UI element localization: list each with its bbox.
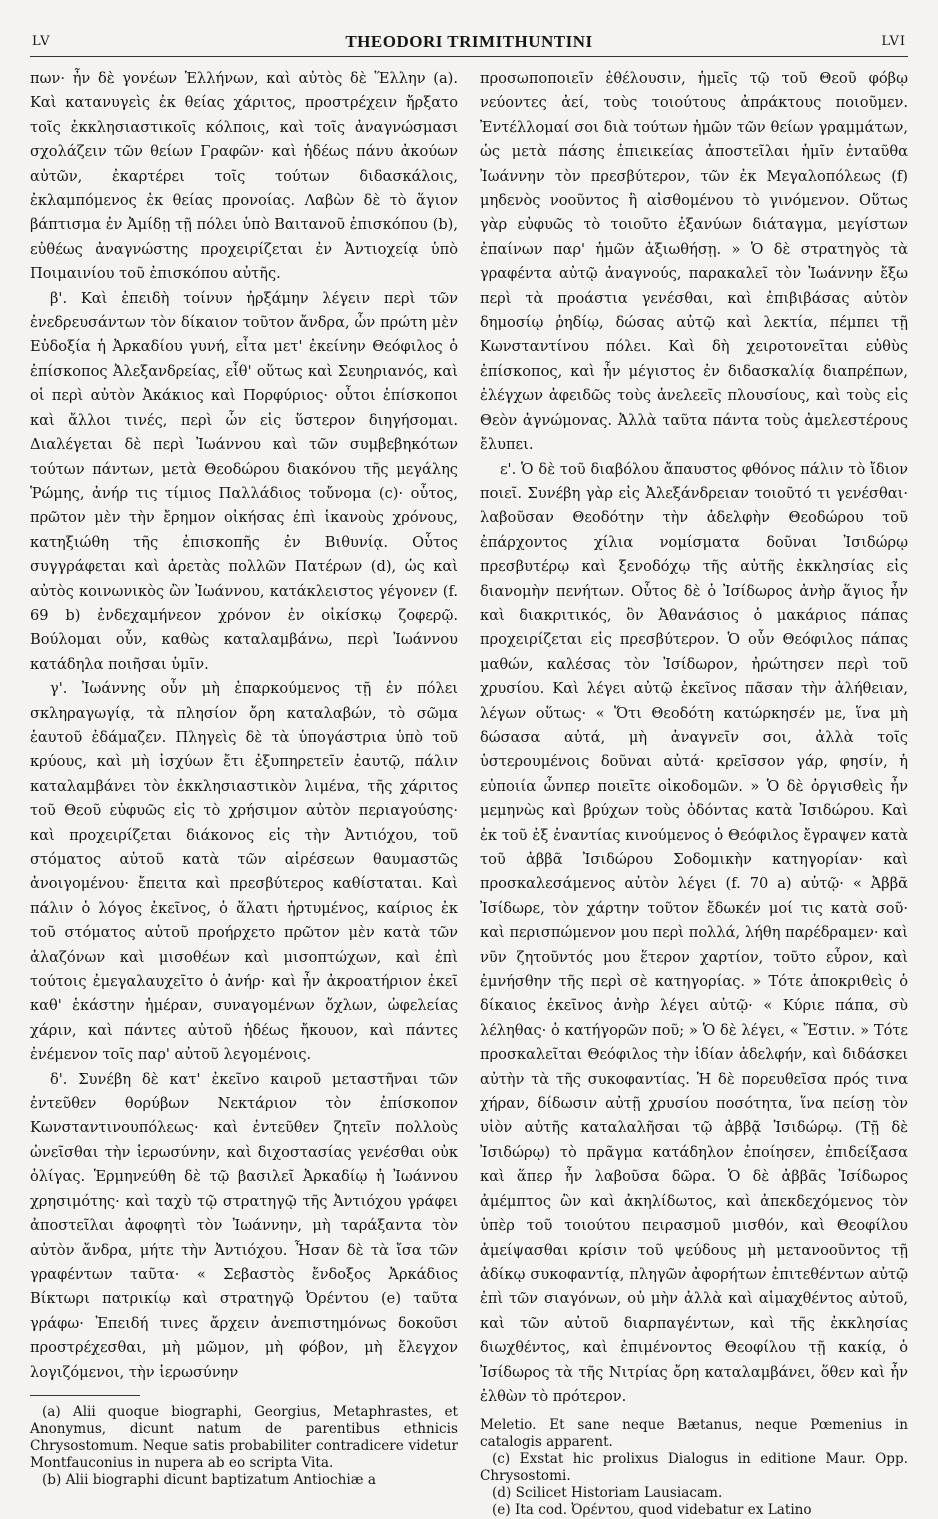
running-title: THEODORI TRIMITHUNTINI (345, 32, 593, 51)
footnote-b: (b) Alii biographi dicunt baptizatum Antiochiæ a (42, 1471, 376, 1488)
footnote-rule (30, 1395, 140, 1396)
left-page-number: LV (32, 34, 51, 49)
left-paragraph-4: δ'. Συνέβη δὲ κατ' ἐκεῖνο καιροῦ μεταστῆναι τῶν ἐντεῦθεν θορύβων Νεκτάριον τὸν ἐπίσκοπον Κωνσταντινουπόλεως· καὶ ἐντεῦθεν ζητεῖν πολλοὺς ὠνεῖσθαι τὴν ἱερωσύνην, καὶ διχοστασίας γενέσθαι οὐκ ὀλίγας. Ἑρμηνεύθη δὲ τῷ βασιλεῖ Ἀρκαδίῳ ἡ Ἰωάννου χρησιμότης· καὶ ταχὺ τῷ στρατηγῷ τῆς Ἀντιόχου γράφει ἀποστεῖλαι ἀφοφητὶ τὸν Ἰωάννην, μὴ ταράξαντα τὸν αὐτὸν ἄνδρα, μήτε τὴν Ἀντιόχου. Ἦσαν δὲ τὰ ἴσα τῶν γραφέντων ταῦτα· « Σεβαστὸς ἔνδοξος Ἀρκάδιος Βίκτωρι πατρικίῳ καὶ στρατηγῷ Ὀρέντου (e) ταῦτα γράφω· Ἐπειδή τινες ἄρχειν ἀνεπιστημόνως δοκοῦσι προστρέχεσθαι, μὴ μῶμον, μὴ φόβον, μὴ ἔλεγχον λογιζόμενοι, τὴν ἱερωσύνην (30, 1070, 458, 1381)
right-paragraph-1: προσωποποιεῖν ἐθέλουσιν, ἡμεῖς τῷ τοῦ Θεοῦ φόβῳ νεύοντες ἀεί, τοὺς τοιούτους ἀπράκτους ποιοῦμεν. Ἐντέλλομαί σοι διὰ τούτων ἡμῶν τῶν θείων γραμμάτων, ὡς μετὰ πάσης ἐπιεικείας ἀποστεῖλαι ἡμῖν ἐνταῦθα Ἰωάννην τὸν πρεσβύτερον, τῶν ἐκ Μεγαλοπόλεως (f) μηδενὸς νοοῦντος ἢ αἰσθομένου τὸ γινόμενον. Οὕτως γὰρ εὐφυῶς τὸ τοιοῦτο ἐξανύων διάταγμα, μεγίστων ἐπαίνων παρ' ἡμῶν ἀξιωθήσῃ. » Ὁ δὲ στρατηγὸς τὰ γραφέντα αὐτῷ ἀναγνούς, παρακαλεῖ τὸν Ἰωάννην ἔξω περὶ τὰ προάστια γενέσθαι, καὶ ἐπιβιβάσας αὐτὸν δημοσίῳ ῥηδίῳ, δώσας αὐτῷ καὶ λεκτία, πέμπει τῇ Κωνσταντίνου πόλει. Καὶ δὴ χειροτονεῖται εὐθὺς ἐπίσκοπος, καὶ ἦν μέγιστος ἐν διδασκαλίᾳ διαπρέπων, ἐλέγχων ἀφειδῶς τοὺς ἀνελεεῖς πλουσίους, καὶ τοὺς εἰς Θεὸν ἀγνώμονας. Ἀλλὰ ταῦτα πάντα τοὺς ἀμελεστέρους ἔλυπει. (480, 70, 908, 454)
footnote-b-continued: Meletio. Et sane neque Bætanus, neque Pœmenius in catalogis apparent. (480, 1417, 908, 1451)
footnote-c: (c) Exstat hic prolixus Dialogus in editione Maur. Opp. Chrysostomi. (480, 1451, 908, 1485)
footnote-gap (480, 1409, 908, 1417)
two-column-body (30, 67, 908, 1519)
footnote-a: (a) Alii quoque biographi, Georgius, Metaphrastes, et Anonymus, dicunt natum de parentibus ethnicis Chrysostomum. Neque satis probabiliter contradicere videtur Montfauconius in nupera ab eo scripta Vita. (30, 1403, 458, 1471)
left-paragraph-2: β'. Καὶ ἐπειδὴ τοίνυν ἠρξάμην λέγειν περὶ τῶν ἐνεδρευσάντων τὸν δίκαιον τοῦτον ἄνδρα, ὧν πρώτη μὲν Εὐδοξία ἡ Ἀρκαδίου γυνή, εἶτα μετ' ἐκείνην Θεόφιλος ὁ ἐπίσκοπος Ἀλεξανδρείας, εἶθ' οὕτως καὶ Σευηριανός, καὶ οἱ περὶ αὐτὸν Ἀκάκιος καὶ Πορφύριος· οὗτοι ἐπίσκοποι καὶ ἄλλοι τινές, περὶ ὧν εἰς ὕστερον διηγήσομαι. Διαλέγεται δὲ περὶ Ἰωάννου καὶ τῶν συμβεβηκότων τούτων πάντων, μετὰ Θεοδώρου διακόνου τῆς μεγάλης Ῥώμης, ἀνήρ τις τίμιος Παλλάδιος τοὔνομα (c)· οὗτος, πρῶτον μὲν τὴν ἔρημον οἰκήσας ἐπὶ ἱκανοὺς χρόνους, κατηξιώθη τῆς ἐπισκοπῆς ἐν Βιθυνίᾳ. Οὗτος συγγράφεται καὶ ἀρετὰς πολλῶν Πατέρων (d), ὡς καὶ αὐτὸς κοινωνικὸς ὢν Ἰωάννου, κατάκλειστος γέγονεν (f. 69 b) ἐνδεχαμήνεον χρόνον ἐν οἰκίσκῳ ζοφερῷ. Βούλομαι οὖν, καθὼς καταλαμβάνω, περὶ Ἰωάννου κατάδηλα ποιῆσαι ὑμῖν. (30, 289, 458, 673)
footnote-d: (d) Scilicet Historiam Lausiacam. (492, 1485, 723, 1502)
right-page-number: LVI (881, 34, 906, 49)
left-paragraph-1: πων· ἦν δὲ γονέων Ἑλλήνων, καὶ αὐτὸς δὲ Ἕλλην (a). Καὶ κατανυγεὶς ἐκ θείας χάριτος, προστρέχειν ἤρξατο τοῖς ἐκκλησιαστικοῖς κόλποις, καὶ τοῖς ἀναγνώσμασι σχολάζειν τῶν θείων Γραφῶν· καὶ ἡδέως πάνυ ἀκούων αὐτῶν, ἐκαρτέρει τοῖς τούτων διδασκάλοις, ἐκλαμπόμενος ἐκ θείας προνοίας. Λαβὼν δὲ τὸ ἅγιον βάπτισμα ἐν Ἀμίδῃ τῇ πόλει ὑπὸ Βαιτανοῦ ἐπισκόπου (b), εὐθέως ἀναγνώστης προχειρίζεται ἐν Ἀντιοχείᾳ ὑπὸ Ποιμαινίου τοῦ ἐπισκόπου αὐτῆς. (30, 70, 458, 283)
left-column (30, 67, 458, 1519)
running-header (30, 28, 908, 57)
right-column (480, 67, 908, 1519)
right-paragraph-2: ε'. Ὁ δὲ τοῦ διαβόλου ἄπαυστος φθόνος πάλιν τὸ ἴδιον ποιεῖ. Συνέβη γὰρ εἰς Ἀλεξάνδρειαν τοιοῦτό τι γενέσθαι· λαβοῦσαν Θεοδότην τὴν ἀδελφὴν Θεοδώρου τοῦ ἐπάρχοντος χίλια νομίσματα δοῦναι Ἰσιδώρῳ πρεσβυτέρῳ καὶ ξενοδόχῳ τῆς αὐτῆς ἐκκλησίας εἰς διανομὴν πενήτων. Οὗτος δὲ ὁ Ἰσίδωρος ἀνὴρ ἅγιος ἦν καὶ διακριτικός, ὃν Ἀθανάσιος ὁ μακάριος πάπας προχειρίζεται εἰς πρεσβύτερον. Ὁ οὖν Θεόφιλος πάπας μαθών, καλέσας τὸν Ἰσίδωρον, ἠρώτησεν περὶ τοῦ χρυσίου. Καὶ λέγει αὐτῷ ἐκεῖνος πᾶσαν τὴν ἀλήθειαν, λέγων οὕτως· « Ὅτι Θεοδότη κατώρκησέν με, ἵνα μὴ δώσασα αὐτά, μὴ ἀναγνεῖν σοι, ἀλλὰ τοῖς ὑστερουμένοις δοῦναι αὐτά· κρεῖσσον γάρ, φησίν, ἡ εὐποιία ὧνπερ ποιεῖτε οἰκοδομῶν. » Ὁ δὲ ὀργισθεὶς ἦν μεμηνὼς καὶ βρύχων τοὺς ὀδόντας κατὰ Ἰσιδώρου. Καὶ ἐκ τοῦ ἐξ ἐναντίας κινούμενος ὁ Θεόφιλος ἔγραψεν κατὰ τοῦ ἀββᾶ Ἰσιδώρου Σοδομικὴν κατηγορίαν· καὶ προσκαλεσάμενος αὐτὸν λέγει (f. 70 a) αὐτῷ· « Ἀββᾶ Ἰσίδωρε, τὸν χάρτην τοῦτον ἔδωκέν μοί τις κατὰ σοῦ· καὶ περισπώμενον μου περὶ πολλά, λήθη παρέδραμεν· καὶ νῦν ζητοῦντός μου ἕτερον χαρτίον, τοῦτο εὗρον, καὶ ἐμνήσθην τῆς περὶ σὲ κατηγορίας. » Τότε ἀποκριθεὶς ὁ δίκαιος ἐκεῖνος ἀνὴρ λέγει αὐτῷ· « Κύριε πάπα, σὺ λέληθας· ὁ κατήγορῶν ποῦ; » Ὁ δὲ λέγει, « Ἔστιν. » Τότε προσκαλεῖται Θεόφιλος τὴν ἰδίαν ἀδελφήν, καὶ διδάσκει αὐτὴν τὰ τῆς συκοφαντίας. Ἡ δὲ πορευθεῖσα πρός τινα χήραν, δίδωσιν αὐτῇ χρυσίου ποσότητα, ἵνα πείσῃ τὸν υἱὸν αὐτῆς καταλαλῆσαι τῷ ἀββᾷ Ἰσιδώρῳ. (Τῇ δὲ Ἰσιδώρῳ) τὸ πρᾶγμα κατάδηλον ἐποίησεν, ἐπιδείξασα καὶ ἅπερ ἦν λαβοῦσα δῶρα. Ὁ δὲ ἀββᾶς Ἰσίδωρος ἀμέμπτος ὢν καὶ ἀκηλίδωτος, καὶ ἀπεκδεχόμενος τὸν ὑπὲρ τοῦ τοιούτου πειρασμοῦ μισθόν, καὶ Θεοφίλου ἀμείψασθαι κρίσιν τοῦ ψεύδους μὴ μετανοοῦντος τῇ ἀδίκῳ συκοφαντίᾳ, πληγῶν ἀφορήτων ἐπιτεθέντων αὐτῷ ἐπὶ τῶν σιαγόνων, οὐ μὴν ἀλλὰ καὶ αἱμαχθέντος αὐτοῦ, καὶ τῶν αὐτοῦ διαρπαγέντων, καὶ τῆς ἐκκλησίας διωχθέντος, καὶ ἐπιμένοντος Θεοφίλου τῇ κακίᾳ, ὁ Ἰσίδωρος τὰ τῆς Νιτρίας ὄρη καταλαμβάνει, ὅθεν καὶ ἦν ἐλθὼν τὸ πρότερον. (480, 460, 908, 1405)
footnote-e: (e) Ita cod. Ὀρέντου, quod videbatur ex Latino (492, 1502, 812, 1519)
left-paragraph-3: γ'. Ἰωάννης οὖν μὴ ἐπαρκούμενος τῇ ἐν πόλει σκληραγωγίᾳ, τὰ πλησίον ὄρη καταλαβών, τὸ σῶμα ἑαυτοῦ ἐδάμαζεν. Πληγεὶς δὲ τὰ ὑπογάστρια ὑπὸ τοῦ κρύους, καὶ μὴ ἰσχύων ἔτι ἐξυπηρετεῖν ἑαυτῷ, πάλιν καταλαμβάνει τὸν ἐκκλησιαστικὸν λιμένα, τῆς χάριτος τοῦ Θεοῦ εὐφυῶς εἰς τὸ χρήσιμον αὐτὸν περιαγούσης· καὶ προχειρίζεται διάκονος εἰς τὴν Ἀντιόχου, τοῦ στόματος αὐτοῦ κατὰ τῶν αἱρέσεων θαυμαστῶς ἀνοιγομένου· ἔπειτα καὶ πρεσβύτερος καθίσταται. Καὶ πάλιν ὁ λόγος ἐκεῖνος, ὁ ἅλατι ἠρτυμένος, καίριος ἐκ τοῦ στόματος αὐτοῦ προήρχετο πρῶτον μὲν κατὰ τῶν ἀλαζόνων καὶ μισοθέων καὶ μισοπτώχων, καὶ ἐπὶ τούτοις ἐμεγαλαυχεῖτο ὁ ἀνήρ· καὶ ἦν ἀκροατήριον ἐκεῖ καθ' ἑκάστην ἡμέραν, συναγομένων ὄχλων, ὠφελείας χάριν, καὶ πάντες αὐτοῦ ἡδέως ἤκουον, καὶ πάντες ἐνέμενον τοῖς παρ' αὐτοῦ λεγομένοις. (30, 680, 458, 1064)
